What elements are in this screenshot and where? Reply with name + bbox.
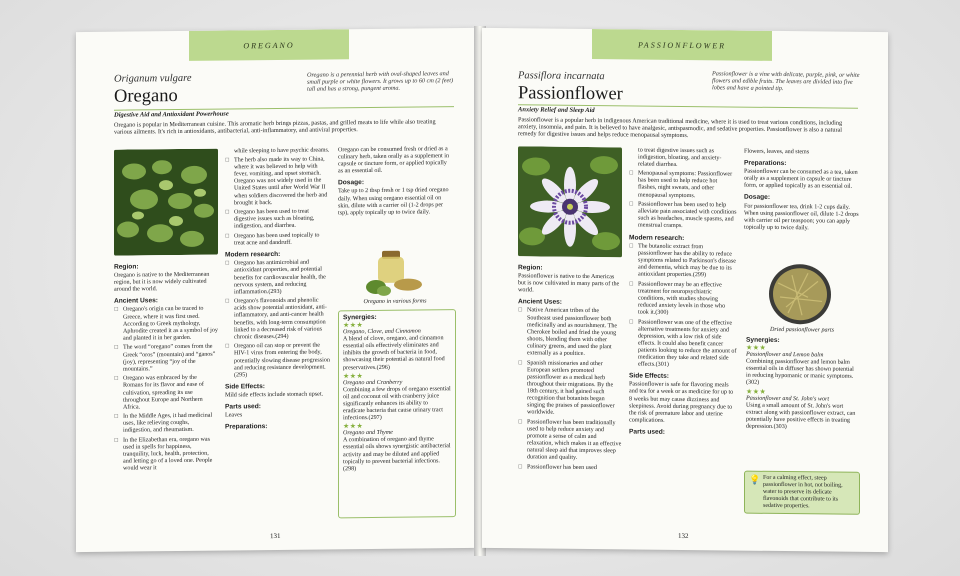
herb-name: Oregano [114, 86, 178, 107]
list-item: ☐ Oregano was embraced by the Romans for its flavor and ease of cultivation, spreading its use throughout Europe and Northern Africa. [114, 375, 204, 411]
synergy-text: Using a small amount of St. John's wort extract along with passionflower extract, can potentially have positive effects in treating depression.(303) [746, 402, 856, 431]
page-number: 132 [678, 531, 689, 541]
column-3 [744, 149, 860, 235]
list-item: ☐ Passionflower has been used to help alleviate pain associated with conditions such as headaches, muscle spasms, and menstrual cramps. [629, 201, 737, 230]
herb-description: Passionflower is a vine with delicate, purple, pink, or white flowers and edible fruits. The leaves are divided into five lobes and have a pointed tip. [712, 70, 860, 93]
synergies-heading: Synergies: [343, 313, 377, 322]
dosage-heading: Dosage: [338, 179, 365, 187]
ancient-uses-heading: Ancient Uses: [114, 297, 158, 306]
side-effects-text: Mild side effects include stomach upset. [225, 391, 324, 399]
region-heading: Region: [518, 264, 543, 272]
list-item: ☐ Passionflower may be an effective treatment for neuropsychiatric conditions, with studies showing reduced anxiety levels in those who took it.(300) [629, 281, 726, 316]
chapter-tab: OREGANO [189, 29, 349, 61]
title-rule [114, 106, 454, 111]
modern-research-heading: Modern research: [225, 251, 281, 259]
synergy-name: Passionflower and Lemon balm [746, 351, 824, 359]
rating-stars: ★★★ [343, 422, 364, 431]
synergies-heading: Synergies: [746, 336, 780, 344]
synergy-text: Combining passionflower and lemon balm essential oils in diffuser has shown potential in reducing hypomanic or manic symptoms.(302) [746, 358, 854, 387]
intro-text: Passionflower is a popular herb in indigenous American traditional medicine, where it is used to treat various conditions, including anxiety, insomnia, and pain. It is believed to have analgesic, antispasmodic, and sedative properties. Passionflower is also a natural remedy for digestive issues and helps reduce menopausal symptoms. [518, 116, 843, 140]
region-text: Passionflower is native to the Americas but is now cultivated in many parts of the world. [518, 273, 620, 294]
list-item: ☐ Oregano's flavonoids and phenolic acids show potential antioxidant, anti-inflammatory, and anti-cancer health benefits, with long-term consumption linked to a decreased risk of various chronic diseases.(294) [225, 297, 327, 341]
dried-passionflower-image [768, 263, 832, 326]
synergy-name: Passionflower and St. John's wort [746, 395, 830, 403]
list-item: ☐ In the Elizabethan era, oregano was used in spells for happiness, tranquility, luck, health, protection, and letting go of a loved one. People would wear it [114, 436, 213, 473]
list-item: ☐ Spanish missionaries and other European settlers promoted passionflower as a medical herb throughout their migrations. By the 18th century, it had gained such recognition that botanists began singing the praises of passionflower worldwide. [518, 359, 615, 416]
preparations-text: Oregano can be consumed fresh or dried as a culinary herb, taken orally as a supplement in capsule or tincture form, or applied topically as an essential oil. [338, 146, 450, 175]
ancient-uses-heading: Ancient Uses: [518, 298, 562, 307]
herb-subtitle: Anxiety Relief and Sleep Aid [518, 106, 595, 115]
column-2 [629, 147, 737, 438]
column-1 [518, 264, 622, 475]
passionflower-photo [518, 146, 622, 257]
list-item: ☐ Passionflower was one of the effective alternative treatments for anxiety and depression, with a low risk of side effects. It could also benefit cancer patients looking to reduce the amount of medication they take and related side effects.(301) [629, 319, 737, 368]
rating-stars: ★★★ [343, 371, 364, 380]
dosage-text: Take up to 2 tbsp fresh or 1 tsp dried oregano daily. When using oregano essential oil on skin, dilute with a carrier oil (1-2 drops per tsp), apply topically up to twice daily. [338, 187, 449, 217]
synergy-text: A blend of clove, oregano, and cinnamon essential oils effectively eliminates and inhibits the growth of bacteria in food, showcasing their potential as natural food preservatives.(296) [343, 335, 445, 371]
tip-box [744, 471, 860, 515]
region-text: Oregano is native to the Mediterranean region, but it is now widely cultivated around the world. [114, 271, 210, 293]
list-item: ☐ The herb also made its way to China, where it was believed to help with fever, vomiting, and upset stomach. Oregano was not widely used in the United States until after World War II when soldiers discovered the herb and brought it back. [225, 156, 328, 207]
continued-text: to treat digestive issues such as indigestion, bloating, and anxiety-related diarrhea. [638, 147, 722, 169]
preparations-heading: Preparations: [225, 423, 268, 431]
parts-used-heading: Parts used: [225, 403, 261, 411]
continued-text: while sleeping to have psychic dreams. [234, 147, 330, 155]
dosage-text: For passionflower tea, drink 1-2 cups daily. When using passionflower oil, dilute 1-2 drops with carrier oil per teaspoon; you can apply topically up to twice daily. [744, 203, 859, 232]
parts-used-text: Flowers, leaves, and stems [744, 148, 810, 156]
column-1 [114, 263, 218, 476]
chapter-tab: PASSIONFLOWER [592, 29, 772, 61]
list-item: ☐ Menopausal symptoms: Passionflower has been used to help reduce hot flashes, night sweats, and other menopausal symptoms. [629, 170, 733, 199]
oregano-photo [114, 149, 218, 256]
modern-research-heading: Modern research: [629, 233, 685, 242]
synergy-name: Oregano and Thyme [343, 429, 393, 437]
rating-stars: ★★★ [746, 343, 767, 352]
page-number: 131 [270, 531, 281, 541]
synergies-box [744, 337, 860, 464]
page-passionflower [482, 28, 888, 552]
list-item: ☐ Oregano oil can stop or prevent the HIV-1 virus from entering the body, potentially slowing disease progression and reducing resistance development.(295) [225, 342, 330, 379]
column-3 [338, 146, 452, 219]
synergy-name: Oregano, Clove, and Cinnamon [343, 328, 421, 336]
oregano-forms-image [364, 246, 424, 297]
list-item: ☐ The word “oregano” comes from the Greek “oros” (mountain) and “ganos” (joy), representing “joy of the mountains.” [114, 344, 216, 373]
side-effects-heading: Side Effects: [225, 382, 265, 391]
list-item: ☐ Passionflower has been traditionally used to help reduce anxiety and promote a sense of calm and relaxation, which makes it an effective natural sleep aid that improves sleep duration and quality. [518, 419, 622, 462]
list-item: ☐ Oregano has antimicrobial and antioxidant properties, and potential benefits for cardiovascular health, the nervous system, and reducing inflammation.(293) [225, 259, 326, 296]
dosage-heading: Dosage: [744, 194, 771, 202]
list-item: ☐ The butanolic extract from passionflower has the ability to reduce symptoms related to Parkinson's disease and dementia, which may be due to its antioxidant properties.(299) [629, 243, 736, 279]
synergy-name: Oregano and Cranberry [343, 379, 403, 386]
side-effects-text: Passionflower is safe for flavoring meals and tea for a week or as medicine for up to 8 weeks but may cause dizziness and sleepiness. Avoid during pregnancy due to the risk of premature labor and uterine complications. [629, 381, 734, 424]
side-effects-heading: Side Effects: [629, 372, 669, 381]
synergy-text: A combination of oregano and thyme essential oils shows synergistic antibacterial activity and may be diluted and applied topically to prevent bacterial infections.(298) [343, 436, 451, 472]
list-item: ☐ In the Middle Ages, it had medicinal uses, like relieving coughs, indigestion, and rheumatism. [114, 412, 213, 435]
preparations-text: Passionflower can be consumed as a tea, taken orally as a supplement in capsule or tincture form, or applied topically as an essential oil. [744, 168, 858, 191]
preparations-heading: Preparations: [744, 159, 787, 168]
list-item: ☐ Passionflower has been used [518, 464, 597, 472]
region-heading: Region: [114, 263, 139, 271]
page-oregano [76, 28, 476, 552]
synergy-text: Combining a few drops of oregano essential oil and coconut oil with cranberry juice significantly enhances its ability to eradicate bacteria that cause urinary tract infections.(297) [343, 385, 451, 422]
passionflower-caption: Dried passionflower parts [770, 326, 834, 334]
herb-description: Oregano is a perennial herb with oval-shaped leaves and small purple or white flowers. It grows up to 60 cm (2 feet) tall and has a strong, pungent aroma. [307, 70, 454, 94]
lightbulb-icon: 💡 [749, 474, 761, 485]
latin-name: Origanum vulgare [114, 72, 192, 85]
parts-used-heading: Parts used: [629, 428, 665, 436]
rating-stars: ★★★ [746, 387, 767, 396]
list-item: ☐ Oregano has been used topically to treat acne and dandruff. [225, 232, 320, 247]
herb-name: Passionflower [518, 83, 623, 105]
tip-text: For a calming effect, steep passionflower in hot, not boiling, water to preserve its delicate flavonoids that contribute to its sedative properties. [763, 474, 843, 510]
list-item: ☐ Oregano has been used to treat digestive issues such as bloating, indigestion, and diarrhea. [225, 208, 315, 230]
column-2 [225, 147, 331, 432]
synergies-box [338, 309, 456, 518]
latin-name: Passiflora incarnata [518, 70, 605, 83]
list-item: ☐ Native American tribes of the Southeast used passionflower both medicinally and as nourishment. The Cherokee boiled and fried the young shoots, blending them with other culinary greens, and used the plant externally as a poultice. [518, 307, 618, 357]
intro-text: Oregano is popular in Mediterranean cuisine. This aromatic herb brings pizzas, pastas, and grilled meats to life while also treating various ailments. It's rich in antioxidants, antibacterial, anti-inflammatory, and antiviral properties. [114, 118, 436, 136]
oregano-caption: Oregano in various forms [363, 298, 427, 306]
rating-stars: ★★★ [343, 321, 364, 330]
parts-used-text: Leaves [225, 412, 243, 419]
herb-subtitle: Digestive Aid and Antioxidant Powerhouse [114, 110, 229, 119]
list-item: ☐ Oregano's origin can be traced to Greece, where it was first used. According to Greek mythology, Aphrodite created it as a symbol of joy and planted it in her garden. [114, 306, 218, 342]
